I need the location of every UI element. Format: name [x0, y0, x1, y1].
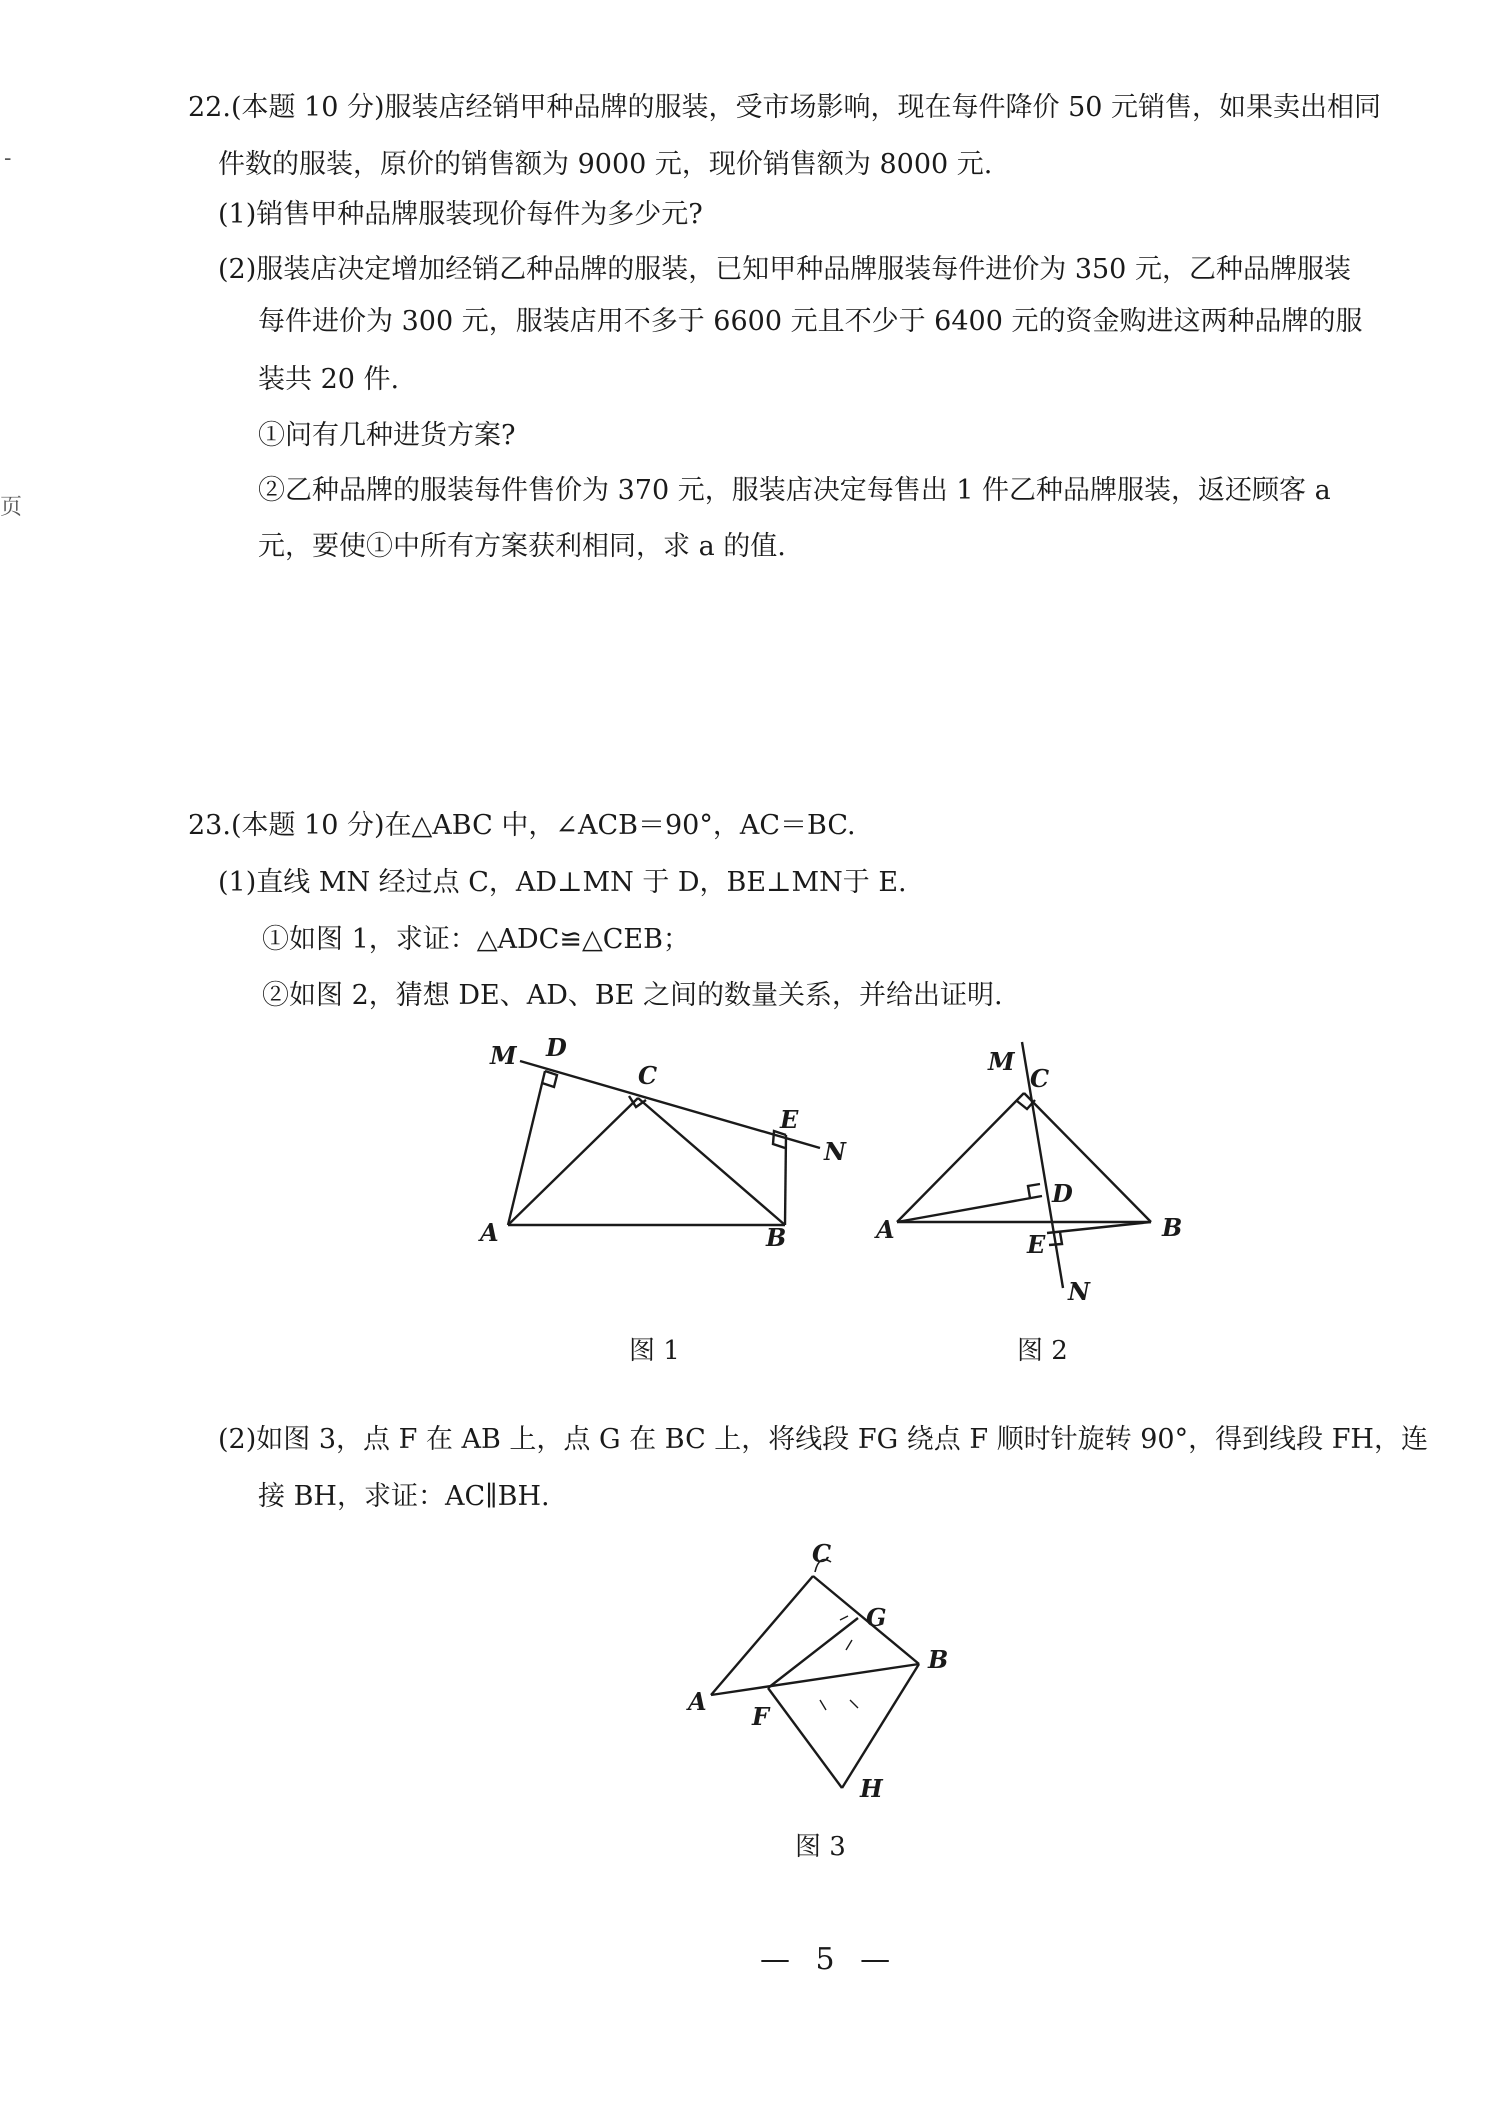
margin-mark-top: - — [4, 146, 12, 171]
fig2-label-e: E — [1027, 1230, 1046, 1259]
fig3-label-g: G — [866, 1603, 887, 1632]
q22-line2: 件数的服装，原价的销售额为 9000 元，现价销售额为 8000 元. — [218, 149, 993, 180]
fig3-scribble-marks — [820, 1616, 858, 1710]
fig2-label-a: A — [876, 1215, 895, 1244]
q23-sub1: ①如图 1，求证：△ADC≌△CEB； — [262, 924, 690, 955]
q23-line1: 23.(本题 10 分)在△ABC 中，∠ACB＝90°，AC＝BC. — [188, 810, 856, 841]
fig2-label-m: M — [988, 1047, 1015, 1076]
fig3-segment-ac — [711, 1576, 813, 1695]
q23-part2-line2: 接 BH，求证：AC∥BH. — [258, 1481, 550, 1512]
fig2-label-n: N — [1068, 1277, 1090, 1306]
fig3-label-h: H — [860, 1774, 883, 1803]
q23-part2-line1: (2)如图 3，点 F 在 AB 上，点 G 在 BC 上，将线段 FG 绕点 F 顺时针旋转 90°，得到线段 FH，连 — [218, 1424, 1428, 1455]
fig3-segment-fh — [768, 1688, 842, 1788]
fig3-segment-fg — [768, 1618, 858, 1688]
q22-sub1: ①问有几种进货方案? — [258, 420, 516, 451]
fig3-segment-ab — [711, 1664, 919, 1695]
fig3-segment-hb — [842, 1664, 919, 1788]
fig2-label-c: C — [1030, 1064, 1050, 1093]
fig2-label-b: B — [1162, 1213, 1183, 1242]
fig1-caption: 图 1 — [629, 1336, 680, 1366]
fig3-label-b: B — [928, 1645, 949, 1674]
fig1-label-e: E — [780, 1105, 799, 1134]
fig2-label-d: D — [1052, 1179, 1073, 1208]
fig3-label-a: A — [688, 1687, 707, 1716]
q22-sub2-line1: ②乙种品牌的服装每件售价为 370 元，服装店决定每售出 1 件乙种品牌服装，返还顾客 a — [258, 475, 1331, 506]
q22-part2-line3: 装共 20 件. — [258, 364, 400, 395]
fig1-label-m: M — [490, 1041, 517, 1070]
q23-part1: (1)直线 MN 经过点 C，AD⊥MN 于 D，BE⊥MN于 E. — [218, 867, 907, 898]
fig1-label-n: N — [824, 1137, 846, 1166]
page-number: — 5 — — [760, 1942, 899, 1977]
fig1-label-a: A — [480, 1218, 499, 1247]
q22-part2-line2: 每件进价为 300 元，服装店用不多于 6600 元且不少于 6400 元的资金购进这两种品牌的服 — [258, 306, 1363, 337]
fig3-label-f: F — [752, 1702, 770, 1731]
margin-mark-middle: 页 — [0, 495, 23, 520]
fig2-caption: 图 2 — [1017, 1336, 1068, 1366]
fig3-caption: 图 3 — [795, 1832, 846, 1862]
fig1-label-d: D — [546, 1033, 567, 1062]
q22-part1: (1)销售甲种品牌服装现价每件为多少元? — [218, 199, 703, 230]
q22-sub2-line2: 元，要使①中所有方案获利相同，求 a 的值. — [258, 531, 786, 562]
q22-part2-line1: (2)服装店决定增加经销乙种品牌的服装，已知甲种品牌服装每件进价为 350 元，乙种品牌服装 — [218, 254, 1351, 285]
q23-sub2: ②如图 2，猜想 DE、AD、BE 之间的数量关系，并给出证明. — [262, 980, 1003, 1011]
fig1-label-b: B — [766, 1223, 787, 1252]
fig1-label-c: C — [638, 1061, 658, 1090]
fig3-label-c: C — [812, 1539, 832, 1568]
q22-line1: 22.(本题 10 分)服装店经销甲种品牌的服装，受市场影响，现在每件降价 50 元销售，如果卖出相同 — [188, 92, 1382, 123]
